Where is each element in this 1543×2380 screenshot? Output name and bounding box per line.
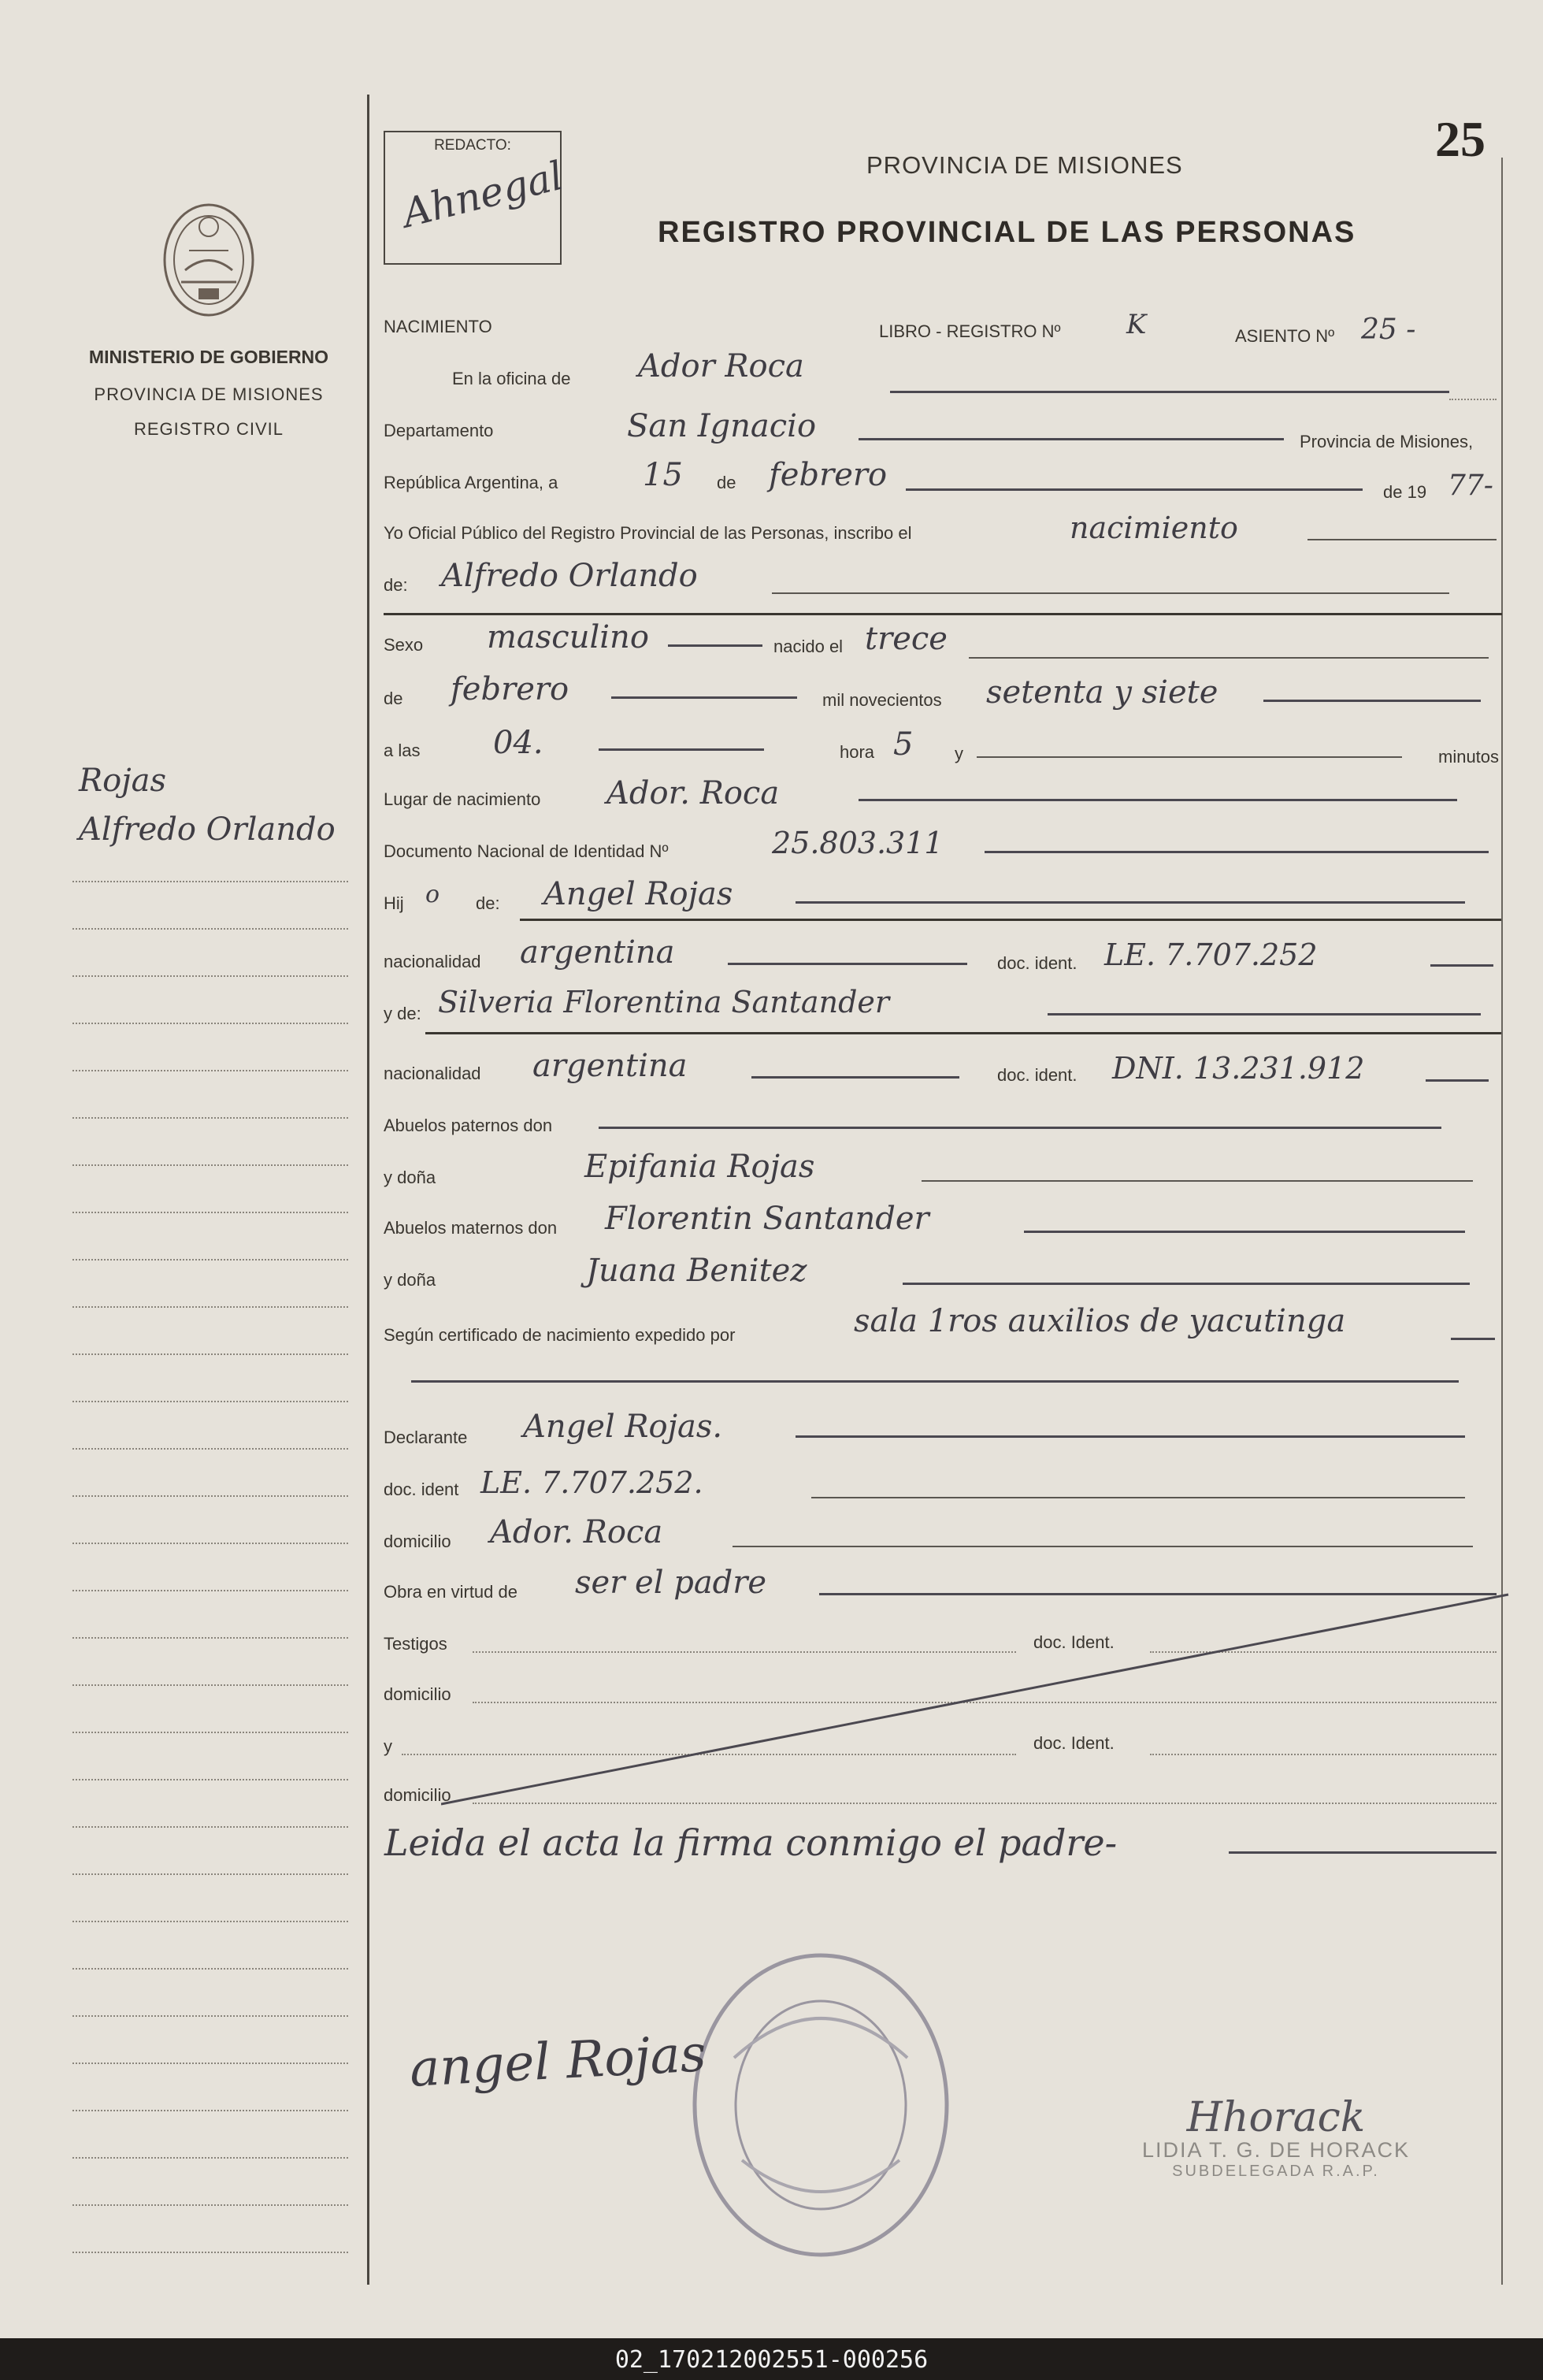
redacto-signature: Ahnegal (398, 152, 568, 237)
doc-testigo1-label: doc. Ident. (1033, 1632, 1115, 1652)
libro-label: LIBRO - REGISTRO Nº (879, 321, 1061, 341)
doc-declarante-label: doc. ident (384, 1480, 459, 1499)
redacto-box (384, 131, 568, 265)
madre-value: Silveria Florentina Santander (438, 985, 890, 1019)
oficina-value: Ador Roca (638, 348, 804, 384)
nacimiento-label: NACIMIENTO (384, 317, 492, 336)
abuelos-maternos-label: Abuelos maternos don (384, 1218, 558, 1238)
certificado-label: Según certificado de nacimiento expedido por (384, 1325, 736, 1345)
domicilio-testigo2-label: domicilio (384, 1785, 451, 1805)
margin-note-given-names: Alfredo Orlando (79, 811, 336, 848)
province-title: PROVINCIA DE MISIONES (866, 151, 1183, 179)
right-rule (1501, 158, 1503, 2285)
registry-title: REGISTRO PROVINCIAL DE LAS PERSONAS (658, 216, 1356, 249)
ydona-paterna-label: y doña (384, 1168, 436, 1187)
margin-rule (367, 95, 369, 2285)
provincial-emblem (158, 195, 260, 329)
de-label: de (717, 473, 736, 492)
inscribo-value: nacimiento (1070, 511, 1238, 545)
leida-statement: Leida el acta la firma conmigo el padre- (384, 1821, 1118, 1864)
registrar-signature: Hhorack (1186, 2094, 1366, 2141)
ministry-label: MINISTERIO DE GOBIERNO (88, 347, 329, 367)
provincia-label: Provincia de Misiones, (1300, 432, 1474, 451)
nacido-label: nacido el (773, 637, 844, 656)
domicilio-testigo1-label: domicilio (384, 1684, 451, 1704)
padre-value: Angel Rojas (543, 876, 733, 912)
domicilio-value: Ador. Roca (490, 1514, 663, 1550)
departamento-value: San Ignacio (627, 408, 817, 444)
obra-label: Obra en virtud de (384, 1582, 517, 1602)
dni-value: 25.803.311 (772, 826, 944, 860)
nacido-value: trece (865, 621, 948, 657)
page-number: 25 (1435, 111, 1486, 167)
hijo-suffix: o (425, 881, 440, 908)
abuela-paterna-value: Epifania Rojas (584, 1149, 815, 1185)
redacto-label: REDACTO: (434, 137, 511, 154)
departamento-label: Departamento (384, 421, 494, 440)
province-small-label: PROVINCIA DE MISIONES (94, 384, 324, 404)
certificado-value: sala 1ros auxilios de yacutinga (854, 1303, 1346, 1339)
nombre-value: Alfredo Orlando (441, 558, 698, 594)
nacionalidad-madre-label: nacionalidad (384, 1064, 481, 1083)
minutos-label: minutos (1438, 747, 1500, 767)
mes-value: febrero (769, 457, 888, 493)
domicilio-label: domicilio (384, 1532, 451, 1551)
doc-madre-value: DNI. 13.231.912 (1112, 1051, 1365, 1086)
anio-value: 77- (1448, 470, 1493, 502)
minutos-value: 5 (893, 726, 914, 763)
oficial-statement: Yo Oficial Público del Registro Provincial de las Personas, inscribo el (384, 523, 912, 543)
de2-label: de (384, 689, 403, 708)
obra-value: ser el padre (575, 1565, 767, 1601)
scan-id: 02_170212002551-000256 (614, 2346, 929, 2374)
asiento-label: ASIENTO Nº (1235, 326, 1335, 346)
doc-declarante-value: LE. 7.707.252. (480, 1465, 703, 1500)
hijo-label: Hij (384, 893, 404, 913)
testigos-label: Testigos (384, 1634, 447, 1654)
doc-padre-label: doc. ident. (997, 953, 1078, 973)
scan-footer (0, 2338, 1543, 2380)
mes-nac-value: febrero (451, 671, 569, 707)
doc-padre-value: LE. 7.707.252 (1104, 938, 1318, 972)
nacionalidad-padre-value: argentina (520, 934, 675, 971)
anio-nac-value: setenta y siete (986, 674, 1218, 711)
abuela-materna-value: Juana Benitez (586, 1253, 807, 1289)
libro-value: K (1126, 309, 1147, 340)
doc-testigo2-label: doc. Ident. (1033, 1733, 1115, 1753)
oficina-label: En la oficina de (452, 369, 571, 388)
alas-label: a las (384, 741, 421, 760)
declarante-value: Angel Rojas. (523, 1409, 723, 1445)
declarante-label: Declarante (384, 1428, 468, 1447)
registrar-title: SUBDELEGADA R.A.P. (1172, 2163, 1380, 2180)
dni-label: Documento Nacional de Identidad Nº (384, 841, 669, 861)
anio-prefix: de 19 (1383, 482, 1427, 502)
ydona-materna-label: y doña (384, 1270, 436, 1290)
abuelos-maternos-value: Florentin Santander (605, 1201, 929, 1237)
asiento-value: 25 - (1361, 314, 1416, 346)
nacionalidad-madre-value: argentina (532, 1048, 688, 1084)
dia-value: 15 (643, 457, 683, 493)
doc-madre-label: doc. ident. (997, 1065, 1078, 1085)
nacionalidad-padre-label: nacionalidad (384, 952, 481, 971)
hijo-de-label: de: (476, 893, 500, 913)
registrar-name: LIDIA T. G. DE HORACK (1141, 2138, 1411, 2162)
y-label: y (955, 744, 963, 763)
father-signature: angel Rojas (408, 2025, 708, 2099)
hora-value: 04. (493, 725, 543, 761)
registrar-block (1134, 2094, 1418, 2181)
mil-label: mil novecientos (822, 690, 942, 710)
civil-registry-label: REGISTRO CIVIL (133, 419, 284, 439)
madre-label: y de: (384, 1004, 421, 1023)
sexo-label: Sexo (384, 635, 424, 655)
testigos-strike-line (441, 1593, 1512, 1806)
registry-stamp (687, 1947, 955, 2263)
hora-label: hora (840, 742, 875, 762)
lugar-label: Lugar de nacimiento (384, 789, 541, 809)
y-testigo-label: y (384, 1736, 392, 1756)
republica-label: República Argentina, a (384, 473, 558, 492)
abuelos-paternos-label: Abuelos paternos don (384, 1116, 553, 1135)
nombre-label: de: (384, 575, 408, 595)
margin-note-surname: Rojas (79, 763, 166, 799)
lugar-value: Ador. Roca (606, 775, 780, 811)
sexo-value: masculino (487, 619, 649, 655)
